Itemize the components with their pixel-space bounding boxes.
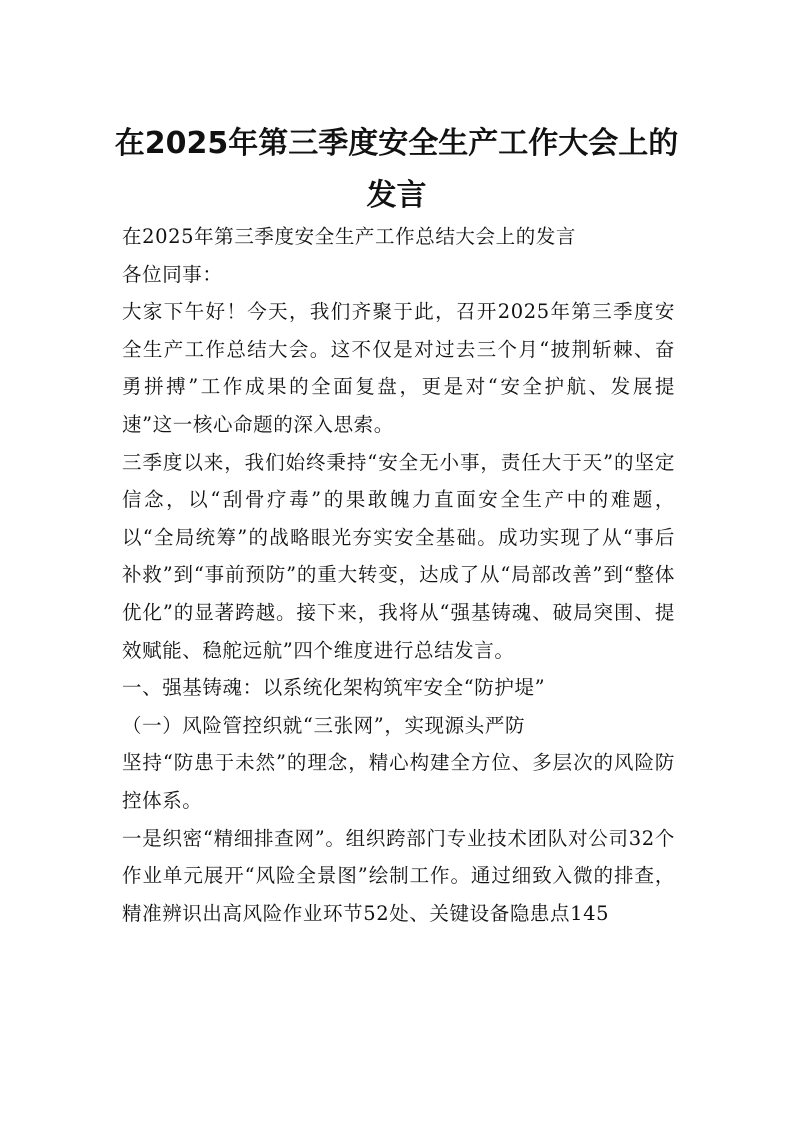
body-paragraph: 一是织密“精细排查网”。组织跨部门专业技术团队对公司32个作业单元展开“风险全景图”绘制工作。通过细致入微的排查，精准辨识出高风险作业环节52处、关键设备隐患点145 [122, 826, 675, 925]
subsection-heading: （一）风险管控织就“三张网”，实现源头严防 [122, 713, 526, 737]
document-body [122, 218, 675, 932]
subtitle-paragraph: 在2025年第三季度安全生产工作总结大会上的发言 [122, 225, 577, 248]
document-title: 在2025年第三季度安全生产工作大会上的发言 [114, 126, 679, 213]
body-paragraph: 大家下午好！今天，我们齐聚于此，召开2025年第三季度安全生产工作总结大会。这不仅是对过去三个月“披荆斩棘、奋勇拼搏”工作成果的全面复盘，更是对“安全护航、发展提速”这一核心命题的深入思索。 [122, 300, 675, 436]
body-paragraph: 坚持“防患于未然”的理念，精心构建全方位、多层次的风险防控体系。 [122, 751, 675, 812]
body-paragraph: 三季度以来，我们始终秉持“安全无小事，责任大于天”的坚定信念，以“刮骨疗毒”的果敢魄力直面安全生产中的难题，以“全局统筹”的战略眼光夯实安全基础。成功实现了从“事后补救”到“事前预防”的重大转变，达成了从“局部改善”到“整体优化”的显著跨越。接下来，我将从“强基铸魂、破局突围、提效赋能、稳舵远航”四个维度进行总结发言。 [122, 450, 675, 662]
salutation-paragraph: 各位同事： [122, 262, 223, 286]
section-heading: 一、强基铸魂：以系统化架构筑牢安全“防护堤” [122, 676, 546, 700]
